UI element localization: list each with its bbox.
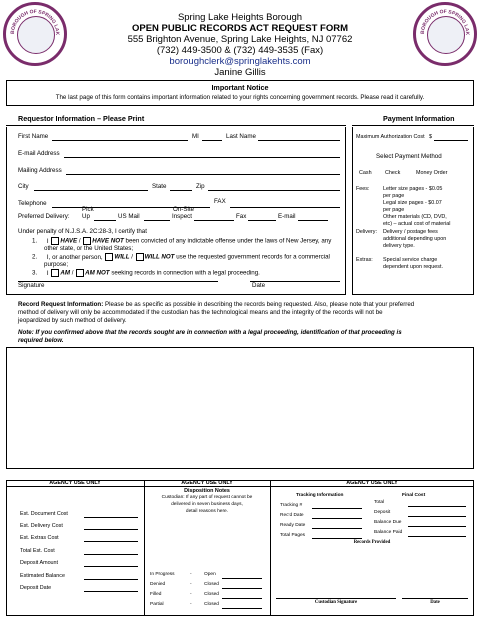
svg-text:BOROUGH OF SPRING LAKE HEIGHTS: BOROUGH OF SPRING LAK: [419, 8, 471, 36]
will-not-label: WILL NOT: [144, 253, 175, 261]
status-state: Closed: [204, 602, 219, 607]
note-line1: [18, 329, 402, 336]
borough-phone: (732) 449-3500 & (732) 449-3535 (Fax): [156, 45, 324, 56]
fees-line: Legal size pages - $0.07: [383, 200, 442, 206]
deposit-amount-label: Deposit Amount: [20, 560, 59, 566]
divider: [352, 125, 474, 126]
payment-money-order[interactable]: Money Order: [416, 170, 448, 176]
record-request-line1: [18, 301, 414, 308]
max-authorization-field[interactable]: [434, 140, 468, 141]
have-not-checkbox[interactable]: [83, 237, 91, 245]
status-field[interactable]: [222, 598, 262, 599]
status-field[interactable]: [222, 588, 262, 589]
status-dash: -: [190, 602, 192, 607]
am-checkbox[interactable]: [51, 269, 59, 277]
form-title: OPEN PUBLIC RECORDS ACT REQUEST FORM: [131, 23, 349, 34]
delivery-inspect-label: Inspect: [172, 213, 192, 220]
ready-date-field[interactable]: [312, 528, 362, 529]
date-field[interactable]: [250, 281, 340, 282]
cert-1-number: 1.: [32, 237, 38, 245]
payment-section-title: Payment Information: [383, 114, 455, 123]
pick-label: Pick: [82, 206, 94, 213]
final-total-field[interactable]: [408, 506, 466, 507]
cert-1-line2: other state, or the United States;: [44, 245, 134, 252]
recd-date-label: Rec'd Date: [280, 513, 304, 518]
custodian-signature-label: Custodian Signature: [314, 600, 358, 605]
est-extras-cost-label: Est. Extras Cost: [20, 535, 59, 541]
estimated-balance-label: Estimated Balance: [20, 573, 65, 579]
last-name-field[interactable]: [258, 140, 340, 141]
fax-label: FAX: [214, 198, 226, 205]
am-not-checkbox[interactable]: [76, 269, 84, 277]
status-state: Closed: [204, 592, 219, 597]
status-option[interactable]: Denied: [150, 582, 166, 587]
zip-label: Zip: [196, 183, 205, 190]
cert-3-text: seeking records in connection with a legal proceeding.: [111, 269, 260, 277]
borough-name: Spring Lake Heights Borough: [177, 12, 303, 23]
est-delivery-cost-label: Est. Delivery Cost: [20, 523, 63, 529]
deposit-amount-field[interactable]: [84, 566, 138, 567]
clerk-name: Janine Gillis: [214, 67, 266, 78]
status-dash: -: [190, 592, 192, 597]
city-field[interactable]: [34, 190, 148, 191]
recd-date-field[interactable]: [312, 518, 362, 519]
custodian-date-field[interactable]: [402, 598, 468, 599]
status-state: Closed: [204, 582, 219, 587]
deposit-date-label: Deposit Date: [20, 585, 52, 591]
fax-field[interactable]: [230, 207, 340, 208]
agency-col3-title: AGENCY USE ONLY: [346, 480, 398, 486]
borough-address: 555 Brighton Avenue, Spring Lake Heights, NJ 07762: [127, 34, 353, 45]
date-label: Date: [252, 282, 266, 289]
delivery-line: Delivery / postage fees: [383, 229, 438, 235]
will-checkbox[interactable]: [105, 253, 113, 261]
record-request-line3: jeopardized by such method of delivery.: [18, 317, 127, 324]
signature-label: Signature: [18, 282, 45, 289]
balance-paid-label: Balance Paid: [374, 530, 403, 535]
disposition-line: delivered in seven business days,: [171, 502, 243, 507]
delivery-line: additional depending upon: [383, 236, 447, 242]
fees-line: per page: [383, 193, 405, 199]
city-label: City: [18, 183, 29, 190]
record-request-line2: method of delivery will only be accommodated if the custodian has the technological means and the integrity of the records will not be: [18, 309, 383, 316]
agency-col1-title: AGENCY USE ONLY: [49, 480, 101, 486]
certification-1: 1. I HAVE / HAVE NOT been convicted of any indictable offense under the laws of New Jersey, any: [32, 237, 332, 245]
max-authorization-label: Maximum Authorization Cost: [356, 134, 425, 140]
record-request-textarea[interactable]: [6, 347, 474, 469]
status-dash: -: [190, 582, 192, 587]
extras-line: dependent upon request.: [383, 264, 443, 270]
extras-label: Extras:: [356, 257, 373, 263]
svg-text:BOROUGH OF SPRING LAKE HEIGHTS: BOROUGH OF SPRING LAK: [9, 8, 61, 36]
est-document-cost-label: Est. Document Cost: [20, 511, 68, 517]
select-payment-label: Select Payment Method: [376, 153, 442, 160]
mi-label: MI: [192, 133, 199, 140]
cert-1-i: I: [46, 237, 49, 245]
email-field[interactable]: [64, 157, 340, 158]
final-cost-title: Final Cost: [402, 493, 426, 498]
cert-3-number: 3.: [32, 269, 38, 277]
final-total-label: Total: [374, 500, 385, 505]
notice-title: Important Notice: [211, 83, 269, 92]
deposit-date-field[interactable]: [84, 591, 138, 592]
est-delivery-cost-field[interactable]: [84, 529, 138, 530]
mailing-address-label: Mailing Address: [18, 167, 62, 174]
will-not-checkbox[interactable]: [136, 253, 144, 261]
agency-title-divider: [6, 486, 474, 487]
ready-date-label: Ready Date: [280, 523, 306, 528]
zip-field[interactable]: [208, 190, 340, 191]
cert-3-i: I: [46, 269, 49, 277]
final-deposit-field[interactable]: [408, 516, 466, 517]
total-pages-label: Total Pages: [280, 533, 306, 538]
delivery-usmail-field[interactable]: [144, 220, 170, 221]
note-label: Note:: [18, 329, 34, 336]
tracking-number-field[interactable]: [312, 508, 362, 509]
have-label: HAVE: [60, 237, 78, 245]
delivery-email-label: E-mail: [278, 213, 296, 220]
state-label: State: [152, 183, 167, 190]
total-est-cost-label: Total Est. Cost: [20, 548, 55, 554]
records-provided-label: Records Provided: [353, 540, 391, 545]
cert-2-text: use the requested government records for a commercial: [176, 253, 330, 261]
final-deposit-label: Deposit: [374, 510, 391, 515]
preferred-delivery-label: Preferred Delivery:: [18, 213, 70, 220]
status-field[interactable]: [222, 578, 262, 579]
balance-due-field[interactable]: [408, 526, 466, 527]
note-text: If you confirmed above that the records sought are in connection with a legal proceeding, identification of that proceeding is: [35, 329, 402, 336]
certification-3: 3. I AM / AM NOT seeking records in connection with a legal proceeding.: [32, 269, 260, 277]
telephone-label: Telephone: [18, 200, 47, 207]
status-dash: -: [190, 572, 192, 577]
tracking-number-label: Tracking #: [280, 503, 303, 508]
cert-2-number: 2.: [32, 253, 38, 261]
dollar-sign: $: [429, 134, 432, 140]
penalty-statement: Under penalty of N.J.S.A. 2C:28-3, I certify that: [18, 228, 147, 235]
fees-line: etc) – actual cost of material: [383, 221, 451, 227]
balance-paid-field[interactable]: [408, 536, 466, 537]
delivery-line: delivery type.: [383, 243, 415, 249]
agency-col-divider: [270, 480, 271, 616]
fees-line: Letter size pages - $0.05: [383, 186, 443, 192]
payment-cash[interactable]: Cash: [359, 170, 372, 176]
signature-field[interactable]: [18, 281, 218, 282]
mailing-address-field[interactable]: [66, 174, 340, 175]
status-option[interactable]: Filled: [150, 592, 162, 597]
agency-col2-title: AGENCY USE ONLY: [181, 480, 233, 486]
status-option[interactable]: In Progress: [150, 572, 175, 577]
disposition-line: detail reasons here.: [185, 509, 229, 514]
balance-due-label: Balance Due: [374, 520, 402, 525]
mi-field[interactable]: [202, 140, 222, 141]
borough-email[interactable]: boroughclerk@springlakehts.com: [169, 56, 311, 67]
agency-use-box: [6, 480, 474, 616]
first-name-field[interactable]: [52, 140, 188, 141]
delivery-inspect-field[interactable]: [194, 220, 234, 221]
email-label: E-mail Address: [18, 150, 60, 157]
custodian-signature-field[interactable]: [276, 598, 396, 599]
estimated-balance-field[interactable]: [84, 579, 138, 580]
delivery-label: Delivery:: [356, 229, 377, 235]
cert-2-text-a: I, or another person,: [46, 253, 103, 261]
delivery-pickup-label: Up: [82, 213, 90, 220]
last-name-label: Last Name: [226, 133, 256, 140]
first-name-label: First Name: [18, 133, 49, 140]
divider: [6, 125, 346, 126]
agency-col-divider: [144, 480, 145, 616]
disposition-line: Custodian: If any part of request cannot be: [161, 495, 253, 500]
disposition-title: Disposition Notes: [184, 488, 230, 494]
delivery-fax-label: Fax: [236, 213, 247, 220]
important-notice-box: [6, 80, 474, 106]
will-label: WILL: [114, 253, 130, 261]
am-not-label: AM NOT: [85, 269, 110, 277]
have-checkbox[interactable]: [51, 237, 59, 245]
extras-line: Special service charge: [383, 257, 438, 263]
custodian-date-label: Date: [430, 600, 440, 605]
total-est-cost-field[interactable]: [84, 554, 138, 555]
tracking-info-title: Tracking Information: [296, 493, 344, 498]
cert-1-text: been convicted of any indictable offense under the laws of New Jersey, any: [125, 237, 332, 245]
delivery-fax-field[interactable]: [248, 220, 276, 221]
status-option[interactable]: Partial: [150, 602, 164, 607]
requestor-section-title: Requestor Information – Please Print: [18, 114, 145, 123]
state-field[interactable]: [170, 190, 192, 191]
am-label: AM: [60, 269, 70, 277]
fees-label: Fees:: [356, 186, 370, 192]
payment-check[interactable]: Check: [385, 170, 401, 176]
onsite-label: On-Site: [173, 206, 194, 213]
delivery-email-field[interactable]: [298, 220, 328, 221]
note-line2: required below.: [18, 337, 64, 344]
est-extras-cost-field[interactable]: [84, 541, 138, 542]
fees-line: Other materials (CD, DVD,: [383, 214, 447, 220]
certification-2: 2. I, or another person, WILL / WILL NOT use the requested government records for a commercial: [32, 253, 330, 261]
status-state: Open: [204, 572, 216, 577]
record-request-label: Record Request Information:: [18, 301, 104, 308]
status-field[interactable]: [222, 608, 262, 609]
notice-text: The last page of this form contains important information related to your rights concerning government records. Please read it carefully.: [55, 94, 425, 101]
fees-line: per page: [383, 207, 405, 213]
delivery-pickup-field[interactable]: [94, 220, 116, 221]
cert-2-line2: purpose;: [44, 261, 69, 268]
total-pages-field[interactable]: [312, 538, 362, 539]
delivery-usmail-label: US Mail: [118, 213, 140, 220]
record-request-text: Please be as specific as possible in describing the records being requested. Also, please note that your preferred: [105, 301, 415, 308]
have-not-label: HAVE NOT: [92, 237, 124, 245]
est-document-cost-field[interactable]: [84, 517, 138, 518]
